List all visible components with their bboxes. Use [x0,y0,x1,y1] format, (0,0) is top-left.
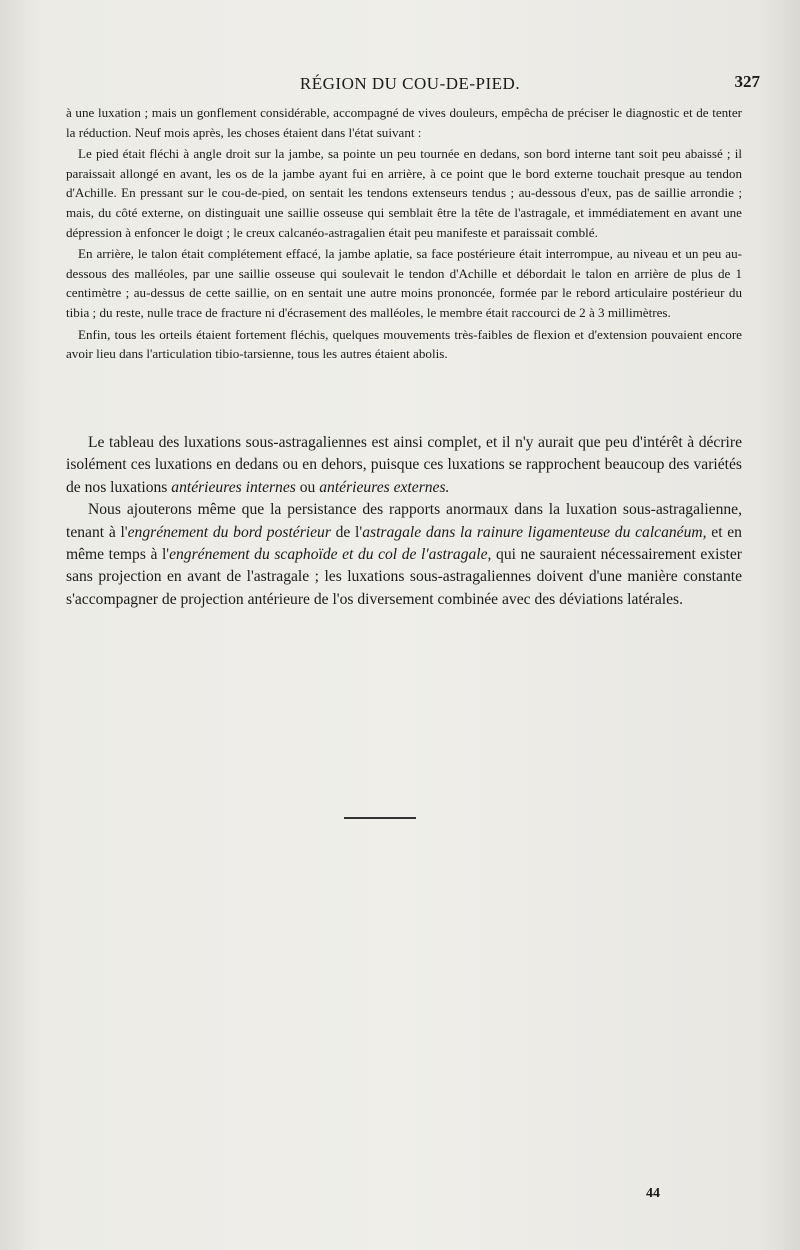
italic-run: engrénement du scaphoïde et du col de l'astragale, [169,546,492,564]
text-run: ou [295,478,320,496]
main-paragraph-2 [66,499,742,611]
observation-paragraph-2: Le pied était fléchi à angle droit sur la jambe, sa pointe un peu tournée en dedans, son bord interne tant soit peu abaissé ; il paraissait allongé en avant, les os de la jambe ayant fui en arrière, à ce point que le bord externe touchait presque au tendon d'Achille. En pressant sur le cou-de-pied, on sentait les tendons extenseurs tendus ; au-dessous d'eux, pas de saillie arrondie ; mais, du côté externe, on distinguait une saillie osseuse qui semblait être la tête de l'astragale, et immédiatement en avant une dépression à enfoncer le doigt ; le creux calcanéo-astragalien était peu manifeste et paraissait comblé. [66,146,742,240]
running-title: RÉGION DU COU-DE-PIED. [299,74,521,93]
italic-run: engrénement du bord postérieur [127,523,331,541]
observation-text [66,103,742,366]
section-divider [344,817,416,819]
italic-run: antérieures internes [171,478,296,496]
page-number: 327 [734,72,760,91]
page-header [60,74,760,98]
observation-paragraph-4: Enfin, tous les orteils étaient fortement fléchis, quelques mouvements très-faibles de flexion et d'extension pouvaient encore avoir lieu dans l'articulation tibio-tarsienne, tous les autres étaient abolis. [66,326,742,362]
text-run: Le tableau des luxations sous-astragaliennes est ainsi complet, et il n'y aurait que peu d'intérêt à décrire isolément ces luxations en dedans ou en dehors, puisque ces luxations se rapprochent beaucoup des variétés de nos luxations [66,434,742,496]
observation-paragraph-3: En arrière, le talon était complétement effacé, la jambe aplatie, sa face postérieure était interrompue, au niveau et un peu au-dessous des malléoles, par une saillie osseuse qui soulevait le tendon d'Achille et débordait le talon en arrière de plus de 1 centimètre ; au-dessus de cette saillie, on en sentait une autre moins prononcée, formée par le rebord articulaire postérieur du tibia ; du reste, nulle trace de fracture ni d'écrasement des malléoles, le membre était raccourci de 2 à 3 millimètres. [66,246,742,320]
observation-paragraph-1: à une luxation ; mais un gonflement considérable, accompagné de vives douleurs, empêcha de préciser le diagnostic et de tenter la réduction. Neuf mois après, les choses étaient dans l'état suivant : [66,105,742,140]
main-paragraph-1 [66,432,742,499]
text-run: Nous ajouterons même que la persistance des rapports anormaux dans la luxation sous-astragalienne, tenant à l' [66,501,742,541]
folio-number: 44 [646,1186,660,1201]
text-run: de l' [330,523,363,541]
main-text [66,432,742,611]
text-run: et en même temps à l' [66,523,742,564]
text-run: qui ne sauraient nécessairement exister sans projection en avant de l'astragale ; les luxations sous-astragaliennes doivent d'une manière constante s'accompagner de projection antérieure de l'os diversement combinée avec des déviations latérales. [66,546,743,608]
italic-run: antérieures externes. [319,478,450,496]
italic-run: astragale dans la rainure ligamenteuse du calcanéum, [362,523,707,541]
